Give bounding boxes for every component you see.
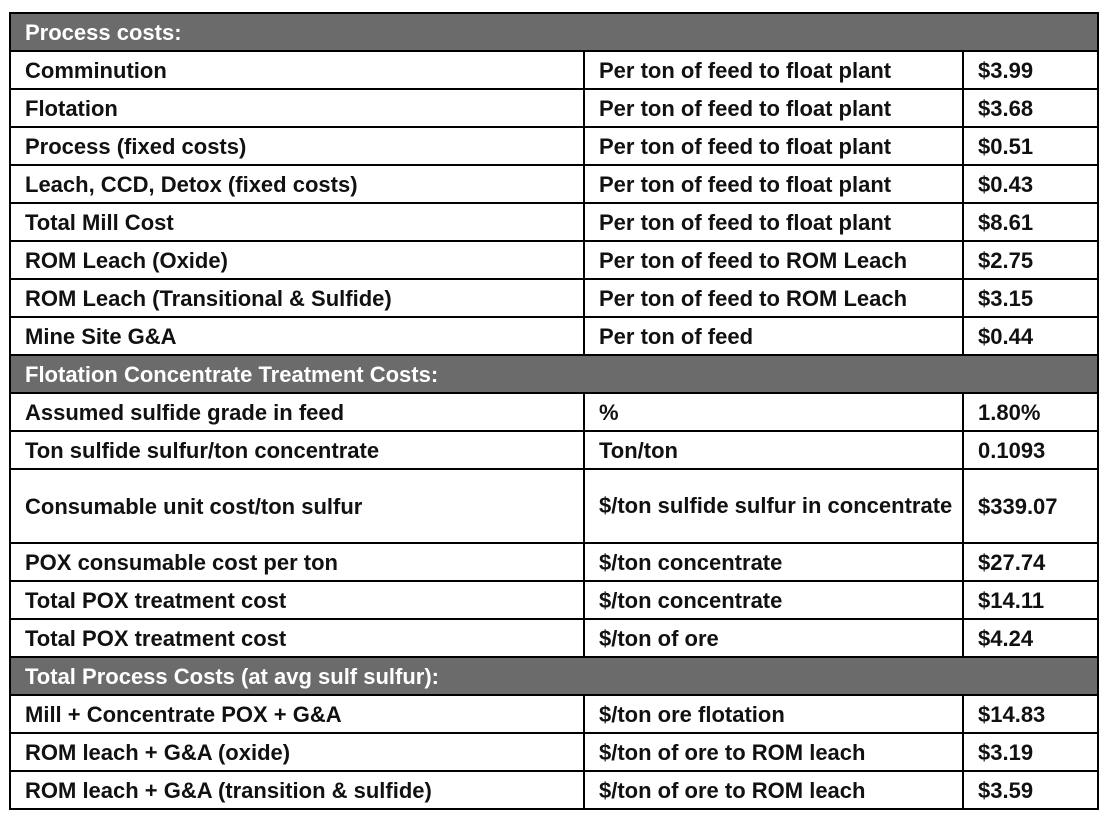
table-row xyxy=(10,203,1098,241)
cost-item: Flotation xyxy=(10,89,584,127)
table-row xyxy=(10,241,1098,279)
table-row xyxy=(10,279,1098,317)
table-row xyxy=(10,581,1098,619)
cost-unit: Per ton of feed to ROM Leach xyxy=(584,279,963,317)
cost-item: Assumed sulfide grade in feed xyxy=(10,393,584,431)
cost-value: $3.19 xyxy=(963,733,1098,771)
cost-item: Process (fixed costs) xyxy=(10,127,584,165)
table-row xyxy=(10,733,1098,771)
section-header-row xyxy=(10,355,1098,393)
cost-value: $14.11 xyxy=(963,581,1098,619)
cost-unit: $/ton concentrate xyxy=(584,543,963,581)
cost-value: 0.1093 xyxy=(963,431,1098,469)
table-row xyxy=(10,431,1098,469)
cost-unit: $/ton of ore to ROM leach xyxy=(584,771,963,809)
cost-value: 1.80% xyxy=(963,393,1098,431)
table-row xyxy=(10,393,1098,431)
section-header-row xyxy=(10,657,1098,695)
cost-item: ROM leach + G&A (transition & sulfide) xyxy=(10,771,584,809)
cost-value: $339.07 xyxy=(963,469,1098,543)
table-row xyxy=(10,89,1098,127)
cost-unit: % xyxy=(584,393,963,431)
cost-unit: $/ton of ore xyxy=(584,619,963,657)
cost-item: Total Mill Cost xyxy=(10,203,584,241)
table-row xyxy=(10,695,1098,733)
cost-value: $8.61 xyxy=(963,203,1098,241)
cost-unit: $/ton of ore to ROM leach xyxy=(584,733,963,771)
table-row xyxy=(10,619,1098,657)
cost-value: $3.59 xyxy=(963,771,1098,809)
cost-value: $3.15 xyxy=(963,279,1098,317)
cost-unit: $/ton concentrate xyxy=(584,581,963,619)
cost-item: Mine Site G&A xyxy=(10,317,584,355)
cost-unit: Per ton of feed to float plant xyxy=(584,127,963,165)
table-row xyxy=(10,469,1098,543)
cost-value: $27.74 xyxy=(963,543,1098,581)
cost-value: $3.68 xyxy=(963,89,1098,127)
cost-item: ROM leach + G&A (oxide) xyxy=(10,733,584,771)
table-row xyxy=(10,771,1098,809)
cost-item: Mill + Concentrate POX + G&A xyxy=(10,695,584,733)
cost-unit: $/ton ore flotation xyxy=(584,695,963,733)
cost-unit: Per ton of feed to float plant xyxy=(584,203,963,241)
cost-value: $14.83 xyxy=(963,695,1098,733)
cost-item: Consumable unit cost/ton sulfur xyxy=(10,469,584,543)
table-row xyxy=(10,127,1098,165)
cost-value: $4.24 xyxy=(963,619,1098,657)
cost-item: ROM Leach (Oxide) xyxy=(10,241,584,279)
cost-unit: $/ton sulfide sulfur in concentrate xyxy=(584,469,963,543)
cost-item: Ton sulfide sulfur/ton concentrate xyxy=(10,431,584,469)
cost-item: Total POX treatment cost xyxy=(10,619,584,657)
cost-item: Leach, CCD, Detox (fixed costs) xyxy=(10,165,584,203)
cost-unit: Per ton of feed to float plant xyxy=(584,89,963,127)
table-row xyxy=(10,165,1098,203)
section-title: Flotation Concentrate Treatment Costs: xyxy=(10,355,1098,393)
section-title: Process costs: xyxy=(10,13,1098,51)
cost-item: POX consumable cost per ton xyxy=(10,543,584,581)
cost-item: Comminution xyxy=(10,51,584,89)
cost-value: $0.51 xyxy=(963,127,1098,165)
cost-value: $2.75 xyxy=(963,241,1098,279)
cost-unit: Per ton of feed to float plant xyxy=(584,51,963,89)
table-row xyxy=(10,51,1098,89)
cost-unit: Per ton of feed to ROM Leach xyxy=(584,241,963,279)
cost-unit: Per ton of feed to float plant xyxy=(584,165,963,203)
cost-item: Total POX treatment cost xyxy=(10,581,584,619)
cost-value: $0.44 xyxy=(963,317,1098,355)
cost-unit: Ton/ton xyxy=(584,431,963,469)
cost-value: $0.43 xyxy=(963,165,1098,203)
table-row xyxy=(10,317,1098,355)
section-title: Total Process Costs (at avg sulf sulfur): xyxy=(10,657,1098,695)
table-row xyxy=(10,543,1098,581)
cost-unit: Per ton of feed xyxy=(584,317,963,355)
process-costs-table xyxy=(9,12,1099,810)
cost-item: ROM Leach (Transitional & Sulfide) xyxy=(10,279,584,317)
cost-value: $3.99 xyxy=(963,51,1098,89)
section-header-row xyxy=(10,13,1098,51)
